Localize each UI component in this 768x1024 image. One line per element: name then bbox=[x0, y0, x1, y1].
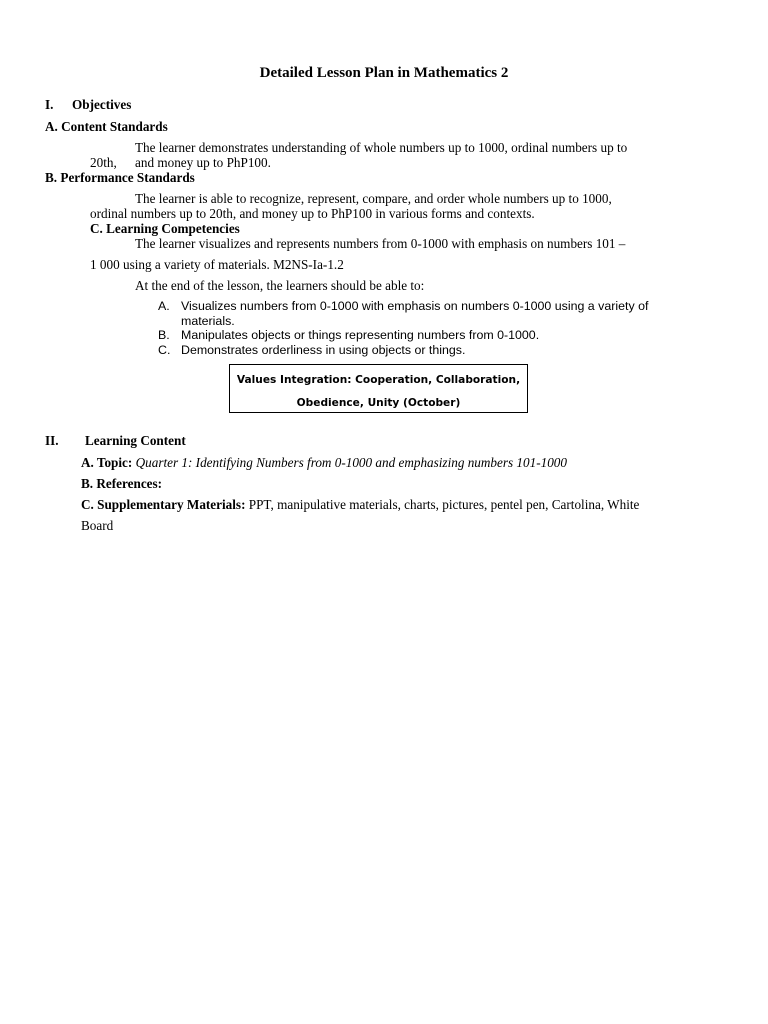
values-integration-text: Obedience, Unity (October) bbox=[296, 397, 461, 409]
page-title: Detailed Lesson Plan in Mathematics 2 bbox=[259, 65, 509, 81]
list-marker: B. bbox=[158, 328, 170, 342]
references-label: B. References: bbox=[81, 476, 163, 491]
values-integration-box bbox=[229, 364, 528, 413]
content-standards-heading: A. Content Standards bbox=[45, 119, 168, 134]
section-heading: Learning Content bbox=[85, 433, 186, 448]
topic-label: A. Topic: bbox=[81, 455, 133, 470]
section-number: I. bbox=[45, 97, 54, 112]
section-heading: Objectives bbox=[72, 97, 132, 112]
content-standards-text: The learner demonstrates understanding of whole numbers up to 1000, ordinal numbers up to bbox=[135, 140, 628, 155]
content-standards-text: 20th, bbox=[90, 155, 117, 170]
topic-value: Quarter 1: Identifying Numbers from 0-1000 and emphasizing numbers 101-1000 bbox=[135, 455, 567, 470]
performance-standards-text: ordinal numbers up to 20th, and money up to PhP100 in various forms and contexts. bbox=[90, 206, 535, 221]
list-marker: A. bbox=[158, 299, 170, 313]
list-item: Visualizes numbers from 0-1000 with emphasis on numbers 0-1000 using a variety of bbox=[181, 299, 649, 313]
performance-standards-heading: B. Performance Standards bbox=[45, 170, 195, 185]
list-item: materials. bbox=[181, 314, 235, 328]
list-item: Manipulates objects or things representing numbers from 0-1000. bbox=[181, 328, 540, 342]
supplementary-label: C. Supplementary Materials: bbox=[81, 497, 246, 512]
learning-competencies-heading: C. Learning Competencies bbox=[90, 221, 240, 236]
topic-line bbox=[81, 455, 567, 471]
list-item: Demonstrates orderliness in using objects or things. bbox=[181, 343, 466, 357]
supplementary-value: Board bbox=[81, 518, 114, 533]
content-standards-text: and money up to PhP100. bbox=[135, 155, 271, 170]
section-number: II. bbox=[45, 433, 59, 448]
learning-competencies-text: 1 000 using a variety of materials. M2NS-Ia-1.2 bbox=[90, 257, 344, 272]
supplementary-line bbox=[81, 497, 639, 513]
objectives-intro: At the end of the lesson, the learners should be able to: bbox=[135, 278, 425, 293]
list-marker: C. bbox=[158, 343, 171, 357]
performance-standards-text: The learner is able to recognize, represent, compare, and order whole numbers up to 1000, bbox=[135, 191, 612, 206]
supplementary-value: PPT, manipulative materials, charts, pictures, pentel pen, Cartolina, White bbox=[248, 497, 640, 512]
learning-competencies-text: The learner visualizes and represents numbers from 0-1000 with emphasis on numbers 101 – bbox=[135, 236, 626, 251]
values-integration-text: Values Integration: Cooperation, Collaboration, bbox=[236, 374, 521, 386]
